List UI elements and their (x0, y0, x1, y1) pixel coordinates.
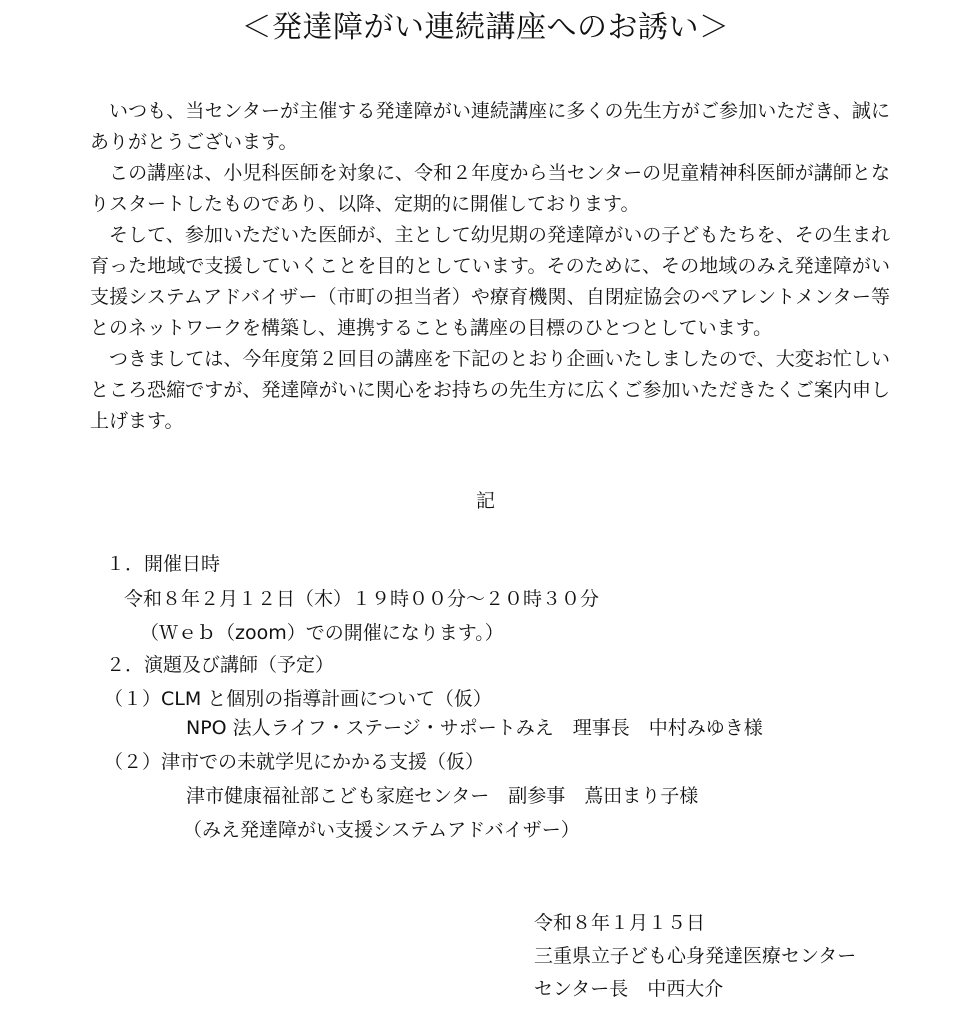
document-title: ＜発達障がい連続講座へのお誘い＞ (241, 10, 730, 45)
intro-paragraph-3: そして、参加いただいた医師が、主として幼児期の発達障がいの子どもたちを、その生まれ育った地域で支援していくことを目的としています。そのために、その地域のみえ発達障がい支援システムアドバイザー（市町の担当者）や療育機関、自閉症協会のペアレントメンター等とのネットワークを構築し、連携することも講座の目標のひとつとしています。 (90, 224, 890, 339)
intro-paragraph-1: いつも、当センターが主催する発達障がい連続講座に多くの先生方がご参加いただき、誠にありがとうございます。 (90, 100, 890, 153)
talk1-speaker: NPO 法人ライフ・ステージ・サポートみえ 理事長 中村みゆき様 (186, 717, 763, 739)
intro-body (90, 96, 890, 437)
item1-heading: １．開催日時 (106, 553, 221, 575)
event-format-note: （Ｗｅｂ（zoom）での開催になります。） (140, 622, 504, 644)
signature-organization: 三重県立子ども心身発達医療センター (534, 945, 857, 967)
item2-heading: ２．演題及び講師（予定） (106, 654, 335, 676)
talk2-title: （２）津市での未就学児にかかる支援（仮） (104, 751, 485, 773)
intro-paragraph-4: つきましては、今年度第２回目の講座を下記のとおり企画いたしましたので、大変お忙しいところ恐縮ですが、発達障がいに関心をお持ちの先生方に広くご参加いただきたくご案内申し上げます。 (90, 348, 890, 432)
signature-name: センター長 中西大介 (534, 978, 724, 1000)
talk2-speaker: 津市健康福祉部こども家庭センター 副参事 蔦田まり子様 (186, 785, 699, 807)
talk2-speaker-role: （みえ発達障がい支援システムアドバイザー） (183, 819, 580, 841)
talk1-title: （１）CLM と個別の指導計画について（仮） (104, 688, 492, 710)
ki-heading: 記 (475, 490, 495, 512)
event-datetime: 令和８年２月１２日（木）１９時００分～２０時３０分 (124, 588, 600, 610)
intro-paragraph-2: この講座は、小児科医師を対象に、令和２年度から当センターの児童精神科医師が講師となりスタートしたものであり、以降、定期的に開催しております。 (90, 162, 890, 215)
signature-date: 令和８年１月１５日 (534, 912, 706, 934)
